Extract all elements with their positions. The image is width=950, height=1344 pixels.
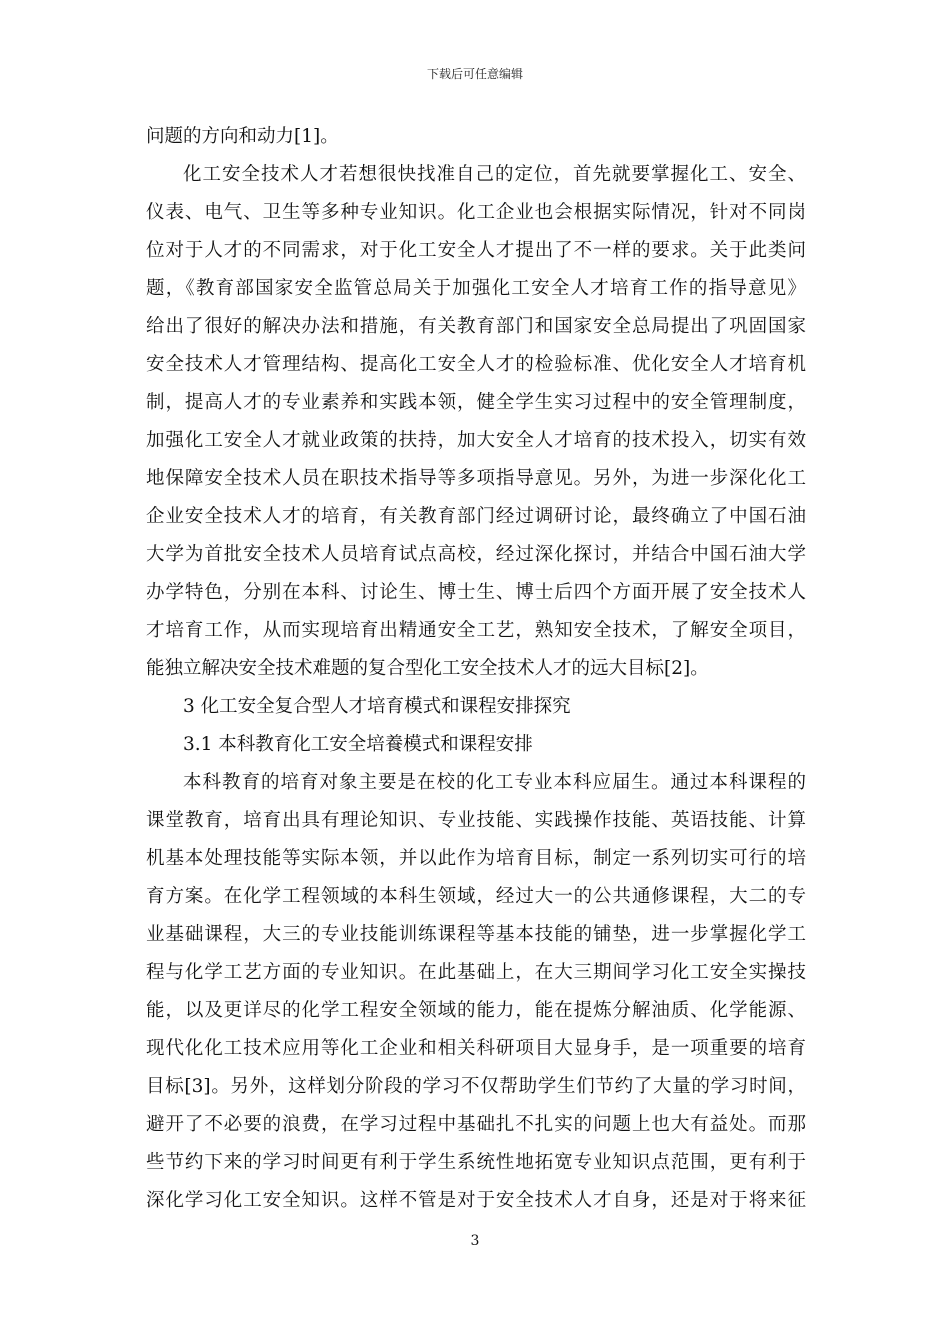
section-heading: 3 化工安全复合型人才培育模式和课程安排探究: [183, 696, 571, 717]
text-line: 现代化化工技术应用等化工企业和相关科研项目大显身手，是一项重要的培育: [146, 1038, 806, 1059]
text-line: 安全技术人才管理结构、提高化工安全人才的检验标准、优化安全人才培育机: [146, 354, 806, 375]
text-line: 育方案。在化学工程领域的本科生领域，经过大一的公共通修课程，大二的专: [146, 886, 806, 907]
text-line: 能，以及更详尽的化学工程安全领域的能力，能在提炼分解油质、化学能源、: [146, 1000, 806, 1021]
text-line: 加强化工安全人才就业政策的扶持，加大安全人才培育的技术投入，切实有效: [146, 430, 806, 451]
page-number: 3: [470, 1233, 480, 1249]
subsection-heading: 3.1 本科教育化工安全培養模式和课程安排: [183, 734, 533, 755]
text-line: 目标[3]。另外，这样划分阶段的学习不仅帮助学生们节约了大量的学习时间，: [146, 1076, 806, 1097]
text-line: 仪表、电气、卫生等多种专业知识。化工企业也会根据实际情况，针对不同岗: [146, 202, 806, 223]
text-line: 程与化学工艺方面的专业知识。在此基础上，在大三期间学习化工安全实操技: [146, 962, 806, 983]
text-line: 些节约下来的学习时间更有利于学生系统性地拓宽专业知识点范围，更有利于: [146, 1152, 806, 1173]
text-line: 化工安全技术人才若想很快找准自己的定位，首先就要掌握化工、安全、: [183, 164, 806, 185]
text-line: 地保障安全技术人员在职技术指导等多项指导意见。另外，为进一步深化化工: [146, 468, 806, 489]
text-line: 能独立解决安全技术难题的复合型化工安全技术人才的远大目标[2]。: [146, 658, 709, 679]
text-line: 课堂教育，培育出具有理论知识、专业技能、实践操作技能、英语技能、计算: [146, 810, 806, 831]
text-line: 业基础课程，大三的专业技能训练课程等基本技能的铺垫，进一步掌握化学工: [146, 924, 806, 945]
text-line: 深化学习化工安全知识。这样不管是对于安全技术人才自身，还是对于将来征: [146, 1190, 806, 1211]
text-line: 问题的方向和动力[1]。: [146, 126, 339, 147]
text-line: 大学为首批安全技术人员培育试点高校，经过深化探讨，并结合中国石油大学: [146, 544, 806, 565]
text-line: 给出了很好的解决办法和措施，有关教育部门和国家安全总局提出了巩固国家: [146, 316, 806, 337]
text-line: 题，《教育部国家安全监管总局关于加强化工安全人才培育工作的指导意见》: [146, 278, 806, 299]
text-line: 本科教育的培育对象主要是在校的化工专业本科应届生。通过本科课程的: [183, 772, 806, 793]
text-line: 机基本处理技能等实际本领，并以此作为培育目标，制定一系列切实可行的培: [146, 848, 806, 869]
text-line: 办学特色，分别在本科、讨论生、博士生、博士后四个方面开展了安全技术人: [146, 582, 806, 603]
text-line: 才培育工作，从而实现培育出精通安全工艺，熟知安全技术，了解安全项目，: [146, 620, 806, 641]
text-line: 制，提高人才的专业素养和实践本领，健全学生实习过程中的安全管理制度，: [146, 392, 806, 413]
text-line: 位对于人才的不同需求，对于化工安全人才提出了不一样的要求。关于此类问: [146, 240, 806, 261]
text-line: 避开了不必要的浪费，在学习过程中基础扎不扎实的问题上也大有益处。而那: [146, 1114, 806, 1135]
page-header-note: 下载后可任意编辑: [426, 67, 523, 81]
text-line: 企业安全技术人才的培育，有关教育部门经过调研讨论，最终确立了中国石油: [146, 506, 806, 527]
